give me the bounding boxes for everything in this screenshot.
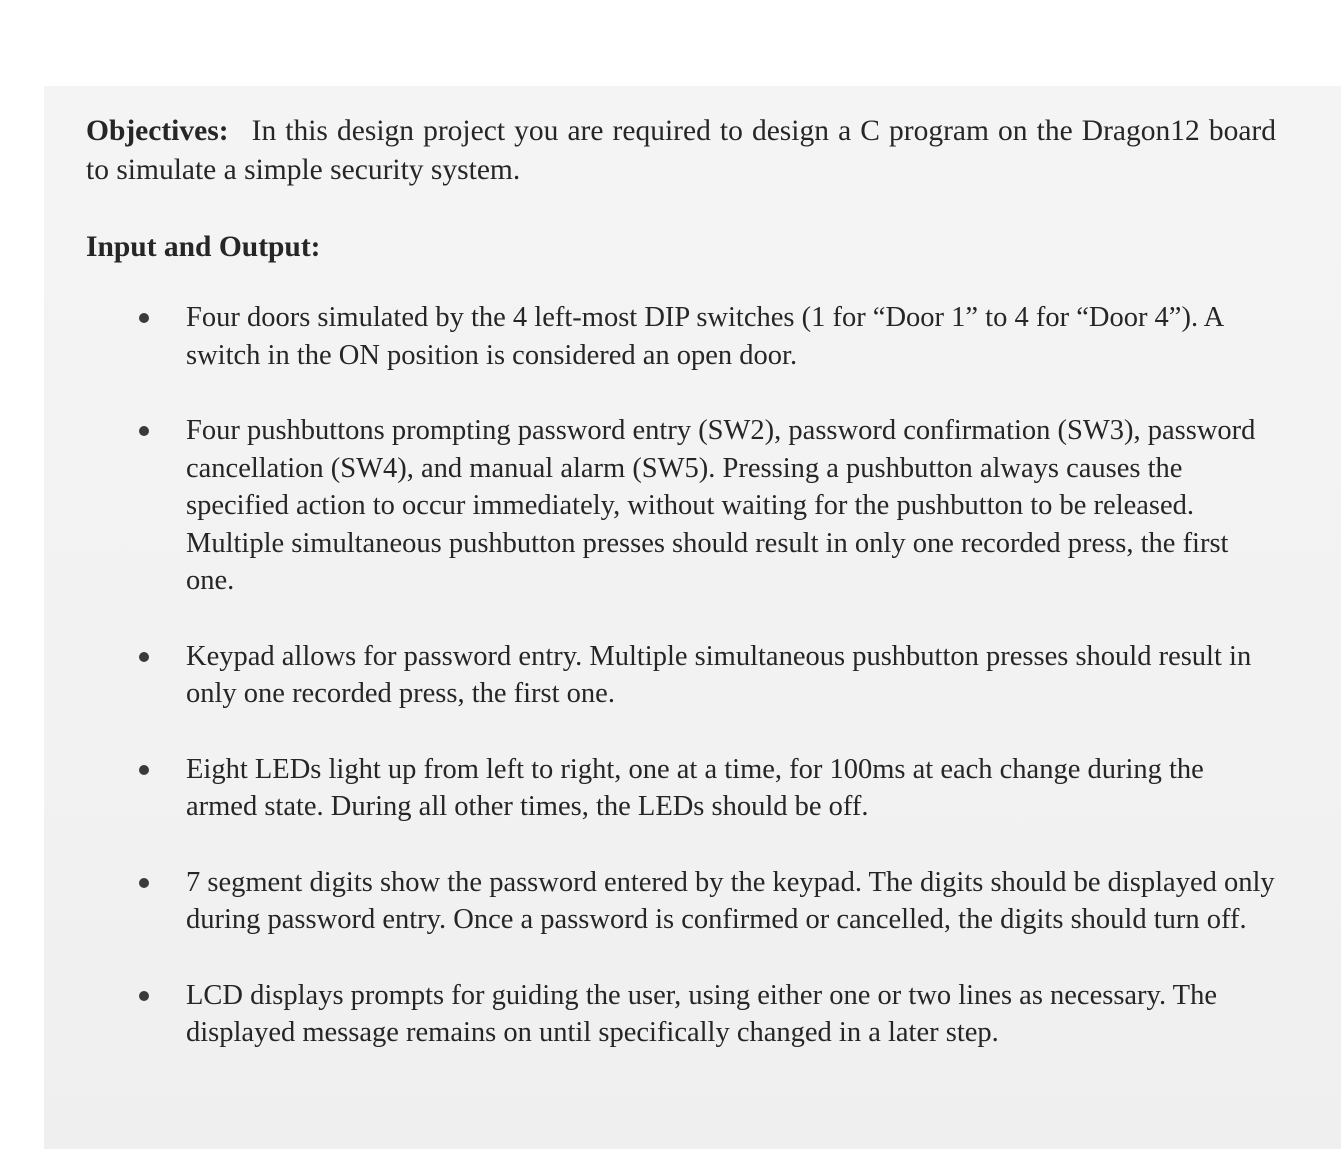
bullet-dot-icon bbox=[139, 878, 149, 888]
io-heading: Input and Output: bbox=[86, 231, 321, 263]
bullet-text: Four doors simulated by the 4 left-most DIP switches (1 for “Door 1” to 4 for “Door 4”). A switch in the ON position is considered an open door. bbox=[186, 302, 1223, 371]
bullet-dot-icon bbox=[139, 991, 149, 1001]
bullet-lcd bbox=[86, 977, 1276, 1052]
objectives-label: Objectives: bbox=[86, 115, 229, 147]
bullet-dot-icon bbox=[139, 313, 149, 323]
bullet-dot-icon bbox=[139, 765, 149, 775]
bullet-leds bbox=[86, 751, 1276, 826]
bullet-seven-segment bbox=[86, 864, 1276, 939]
bullet-text: LCD displays prompts for guiding the user, using either one or two lines as necessary. The displayed message remains on until specifically changed in a later step. bbox=[186, 979, 1217, 1048]
bullet-dot-icon bbox=[139, 426, 149, 436]
bullet-pushbuttons bbox=[86, 412, 1276, 600]
objectives-text: In this design project you are required to design a C program on the Dragon12 board to simulate a simple security system. bbox=[86, 115, 1276, 186]
bullet-dot-icon bbox=[139, 652, 149, 662]
io-bullet-list bbox=[86, 299, 1276, 1052]
bullet-text: 7 segment digits show the password entered by the keypad. The digits should be displayed only during password entry. Once a password is confirmed or cancelled, the digits should turn off. bbox=[186, 866, 1275, 935]
document-body bbox=[86, 112, 1276, 1090]
bullet-keypad bbox=[86, 638, 1276, 713]
bullet-text: Keypad allows for password entry. Multiple simultaneous pushbutton presses should result in only one recorded press, the first one. bbox=[186, 640, 1252, 709]
objectives-paragraph bbox=[86, 112, 1276, 190]
bullet-text: Eight LEDs light up from left to right, one at a time, for 100ms at each change during the armed state. During all other times, the LEDs should be off. bbox=[186, 753, 1204, 822]
bullet-text: Four pushbuttons prompting password entry (SW2), password confirmation (SW3), password cancellation (SW4), and manual alarm (SW5). Pressing a pushbutton always causes the specified action to occur immediately, without waiting for the pushbutton to be released. Multiple simultaneous pushbutton presses should result in only one recorded press, the first one. bbox=[186, 415, 1256, 596]
bullet-dip-switches bbox=[86, 299, 1276, 374]
